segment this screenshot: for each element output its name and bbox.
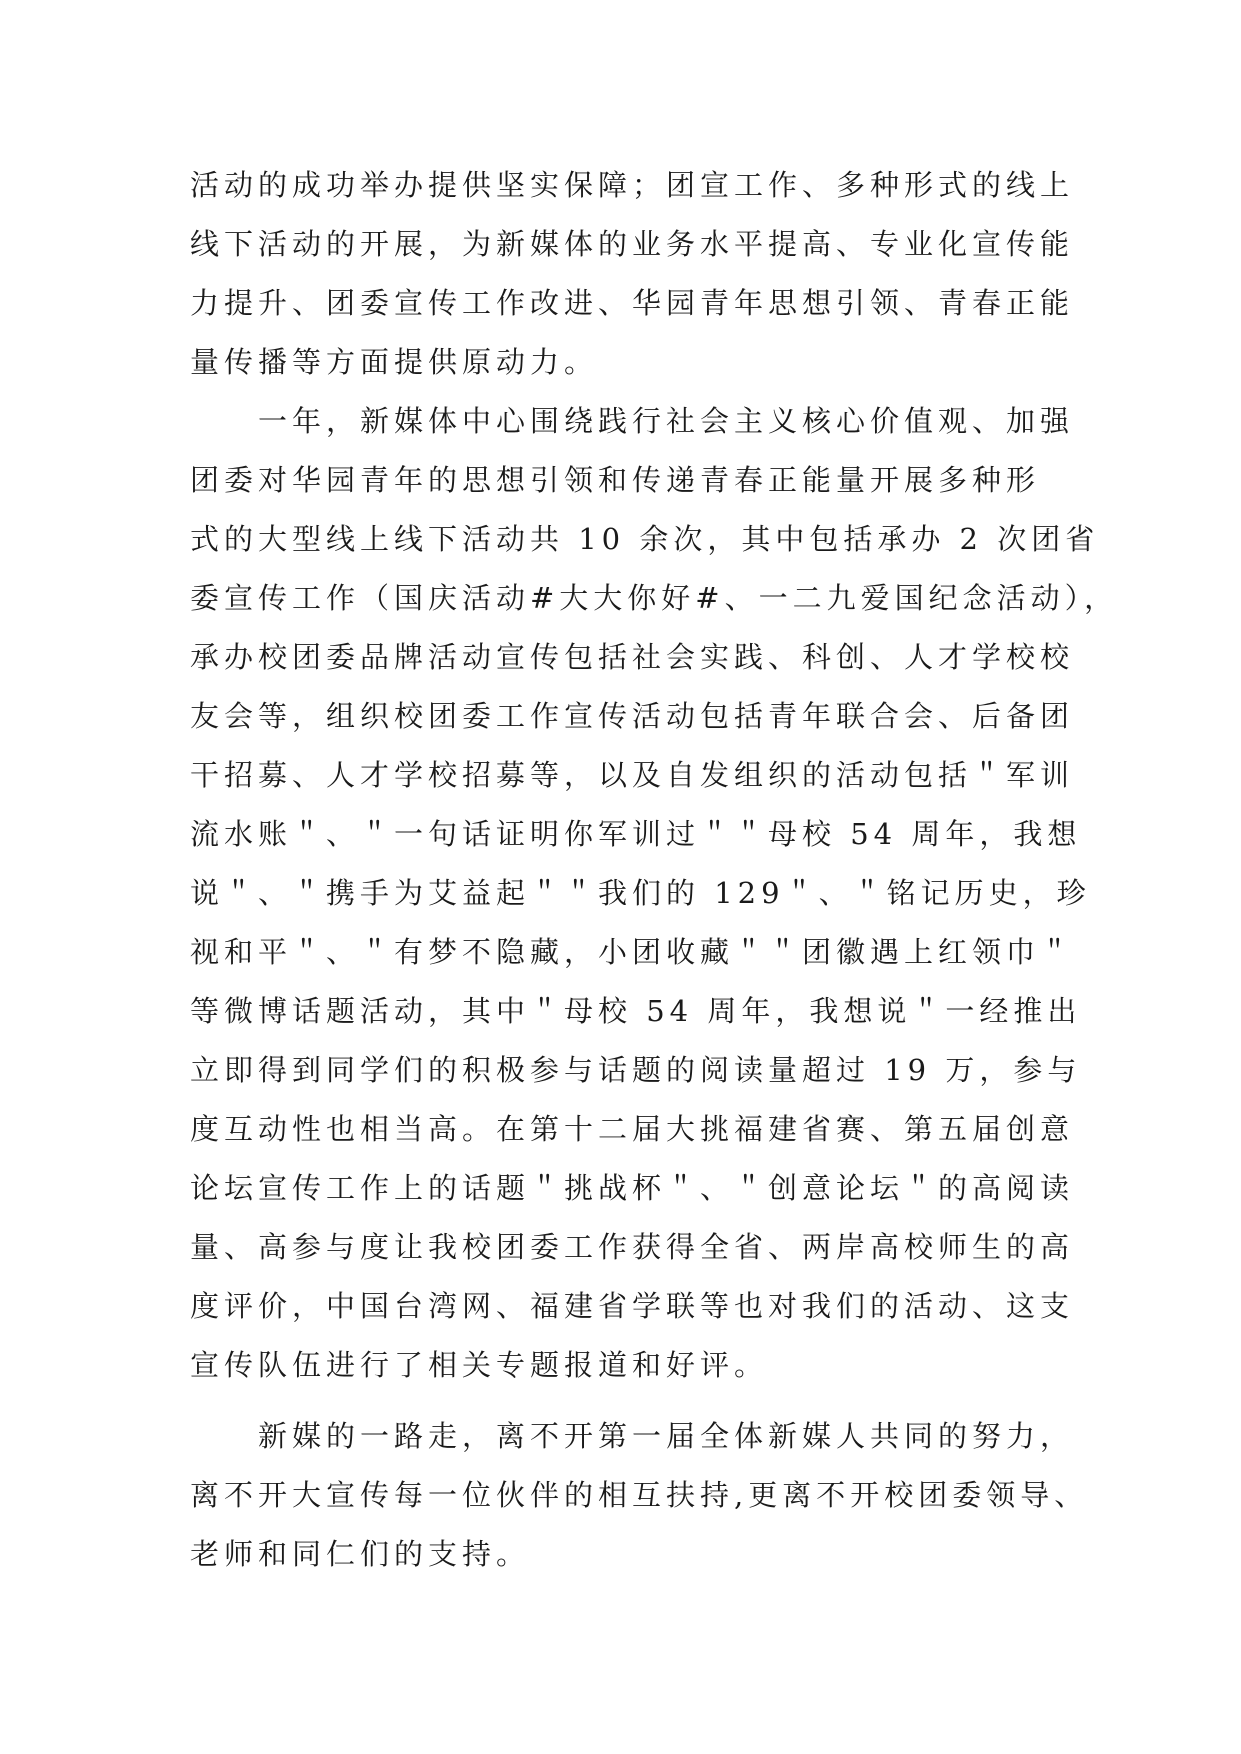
text-line: 一年，新媒体中心围绕践行社会主义核心价值观、加强 [190,404,1075,438]
text-line: 干招募、人才学校招募等，以及自发组织的活动包括＂军训 [190,758,1075,792]
text-line: 立即得到同学们的积极参与话题的阅读量超过 19 万，参与 [190,1053,1082,1087]
text-line: 量传播等方面提供原动力。 [190,345,599,379]
text-line: 量、高参与度让我校团委工作获得全省、两岸高校师生的高 [190,1230,1075,1264]
text-line: 委宣传工作（国庆活动#大大你好#、一二九爱国纪念活动）， [190,581,1119,615]
text-line: 团委对华园青年的思想引领和传递青春正能量开展多种形 [190,463,1041,497]
paragraph-spacer [190,1395,1050,1407]
paragraph [190,1407,1089,1584]
paragraph [190,156,1075,392]
text-line: 宣传队伍进行了相关专题报道和好评。 [190,1348,769,1382]
document-body [190,156,1119,1584]
text-line: 活动的成功举办提供坚实保障；团宣工作、多种形式的线上 [190,168,1075,202]
paragraph [190,392,1119,1395]
text-line: 度评价，中国台湾网、福建省学联等也对我们的活动、这支 [190,1289,1075,1323]
text-line: 线下活动的开展，为新媒体的业务水平提高、专业化宣传能 [190,227,1075,261]
text-line: 承办校团委品牌活动宣传包括社会实践、科创、人才学校校 [190,640,1075,674]
text-line: 新媒的一路走，离不开第一届全体新媒人共同的努力， [190,1419,1075,1453]
text-line: 说＂、＂携手为艾益起＂＂我们的 129＂、＂铭记历史，珍 [190,876,1091,910]
text-line: 流水账＂、＂一句话证明你军训过＂＂母校 54 周年，我想 [190,817,1082,851]
text-line: 度互动性也相当高。在第十二届大挑福建省赛、第五届创意 [190,1112,1075,1146]
text-line: 离不开大宣传每一位伙伴的相互扶持,更离不开校团委领导、 [190,1478,1089,1512]
text-line: 论坛宣传工作上的话题＂挑战杯＂、＂创意论坛＂的高阅读 [190,1171,1075,1205]
text-line: 视和平＂、＂有梦不隐藏，小团收藏＂＂团徽遇上红领巾＂ [190,935,1075,969]
text-line: 式的大型线上线下活动共 10 余次，其中包括承办 2 次团省 [190,522,1100,556]
text-line: 老师和同仁们的支持。 [190,1537,531,1571]
text-line: 力提升、团委宣传工作改进、华园青年思想引领、青春正能 [190,286,1075,320]
text-line: 等微博话题活动，其中＂母校 54 周年，我想说＂一经推出 [190,994,1082,1028]
text-line: 友会等，组织校团委工作宣传活动包括青年联合会、后备团 [190,699,1075,733]
